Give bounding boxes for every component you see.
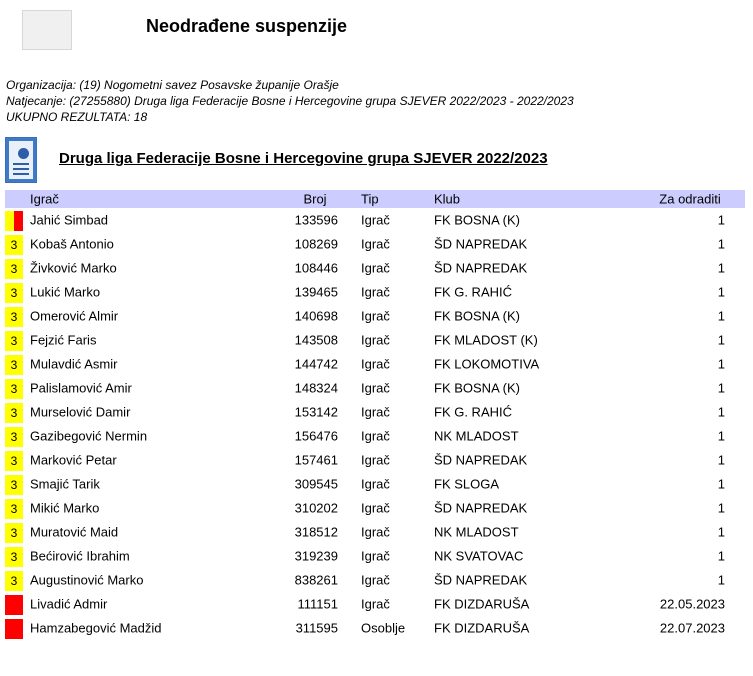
column-header-za-odraditi: Za odraditi [659,191,721,207]
table-row [5,592,745,616]
player-number: 309545 [294,476,338,492]
table-row [5,232,745,256]
card-badge [5,211,23,231]
player-number: 310202 [294,500,338,516]
club-name: ŠD NAPREDAK [434,452,528,468]
club-name: FK DIZDARUŠA [434,620,530,636]
total-results-line: UKUPNO REZULTATA: 18 [6,110,148,124]
player-type: Igrač [361,380,390,396]
table-row [5,616,745,640]
player-number: 148324 [294,380,338,396]
organization-line: Organizacija: (19) Nogometni savez Posavske županije Orašje [6,78,339,92]
player-name: Muratović Maid [30,524,119,540]
table-row [5,472,745,496]
remaining-suspension: 1 [717,380,725,396]
player-type: Igrač [361,452,390,468]
club-name: FK LOKOMOTIVA [434,356,540,372]
column-header-broj: Broj [303,191,327,207]
player-number: 311595 [295,620,338,636]
remaining-suspension: 1 [717,332,725,348]
player-name: Hamzabegović Madžid [30,620,162,636]
card-badge: 3 [5,259,23,279]
report-meta [6,77,574,125]
club-name: NK MLADOST [434,428,519,444]
player-name: Palislamović Amir [30,380,132,396]
club-name: ŠD NAPREDAK [434,236,528,252]
page-title: Neodrađene suspenzije [146,16,348,36]
remaining-suspension: 1 [717,572,725,588]
card-badge: 3 [5,427,23,447]
card-badge: 3 [5,547,23,567]
remaining-suspension: 1 [717,548,725,564]
table-body [5,208,745,640]
player-type: Igrač [361,500,390,516]
club-name: NK SVATOVAC [434,548,524,564]
table-row [5,328,745,352]
player-number: 108446 [294,260,338,276]
player-name: Mikić Marko [30,500,100,516]
player-type: Igrač [361,332,390,348]
player-type: Igrač [361,308,390,324]
player-number: 153142 [294,404,338,420]
player-number: 111151 [297,596,338,612]
player-name: Jahić Simbad [30,212,109,228]
remaining-suspension: 1 [717,476,725,492]
card-badge: 3 [5,523,23,543]
club-name: FK G. RAHIĆ [434,284,513,300]
club-name: FK MLADOST (K) [434,332,538,348]
card-badge [5,619,23,639]
card-badge: 3 [5,475,23,495]
player-number: 318512 [294,524,338,540]
player-name: Živković Marko [30,260,117,276]
player-name: Livadić Admir [30,596,108,612]
player-number: 108269 [294,236,338,252]
player-number: 133596 [294,212,338,228]
table-row [5,208,745,232]
table-row [5,400,745,424]
player-name: Gazibegović Nermin [30,428,148,444]
player-type: Igrač [361,548,390,564]
player-number: 143508 [294,332,338,348]
player-type: Igrač [361,428,390,444]
remaining-suspension: 22.07.2023 [659,620,725,636]
league-title: Druga liga Federacije Bosne i Hercegovine grupa SJEVER 2022/2023 [59,150,548,167]
table-row [5,352,745,376]
table-row [5,304,745,328]
table-row [5,520,745,544]
card-badge: 3 [5,307,23,327]
remaining-suspension: 1 [717,524,725,540]
card-badge: 3 [5,451,23,471]
remaining-suspension: 1 [717,356,725,372]
remaining-suspension: 1 [717,284,725,300]
club-name: FK SLOGA [434,476,500,492]
club-name: FK BOSNA (K) [434,212,520,228]
table-row [5,544,745,568]
remaining-suspension: 1 [717,428,725,444]
card-badge [5,595,23,615]
card-badge: 3 [5,235,23,255]
remaining-suspension: 1 [717,404,725,420]
remaining-suspension: 1 [717,500,725,516]
player-name: Omerović Almir [30,308,119,324]
club-name: FK BOSNA (K) [434,308,520,324]
player-type: Igrač [361,596,390,612]
player-number: 157461 [294,452,338,468]
card-badge: 3 [5,331,23,351]
player-type: Igrač [361,524,390,540]
card-badge: 3 [5,283,23,303]
table-row [5,280,745,304]
player-number: 140698 [294,308,338,324]
club-name: FK G. RAHIĆ [434,404,513,420]
player-number: 139465 [294,284,338,300]
player-type: Igrač [361,572,390,588]
club-name: ŠD NAPREDAK [434,500,528,516]
club-name: FK BOSNA (K) [434,380,520,396]
table-row [5,376,745,400]
player-type: Osoblje [361,620,406,636]
table-header [5,190,745,208]
player-name: Murselović Damir [30,404,131,420]
remaining-suspension: 1 [717,212,725,228]
player-number: 319239 [294,548,338,564]
player-type: Igrač [361,284,390,300]
column-header-tip: Tip [361,191,379,207]
remaining-suspension: 1 [717,260,725,276]
table-row [5,568,745,592]
table-row [5,496,745,520]
remaining-suspension: 1 [717,308,725,324]
remaining-suspension: 22.05.2023 [659,596,725,612]
player-type: Igrač [361,260,390,276]
suspensions-table [5,190,745,640]
league-logo-icon [5,137,37,183]
table-row [5,448,745,472]
card-badge: 3 [5,355,23,375]
player-name: Kobaš Antonio [30,236,114,252]
player-type: Igrač [361,236,390,252]
player-number: 838261 [294,572,338,588]
remaining-suspension: 1 [717,452,725,468]
club-name: NK MLADOST [434,524,519,540]
competition-line: Natjecanje: (27255880) Druga liga Federacije Bosne i Hercegovine grupa SJEVER 2022/2023 - 2022/2023 [6,94,574,108]
table-row [5,424,745,448]
card-badge: 3 [5,403,23,423]
player-number: 144742 [294,356,338,372]
player-name: Bećirović Ibrahim [30,548,130,564]
player-type: Igrač [361,404,390,420]
column-header-igrac: Igrač [30,191,59,207]
club-name: ŠD NAPREDAK [434,572,528,588]
player-name: Smajić Tarik [30,476,100,492]
card-badge: 3 [5,571,23,591]
card-badge: 3 [5,499,23,519]
club-name: FK DIZDARUŠA [434,596,530,612]
player-type: Igrač [361,476,390,492]
player-name: Marković Petar [30,452,117,468]
image-placeholder-icon [22,10,72,50]
player-type: Igrač [361,356,390,372]
player-name: Lukić Marko [30,284,101,300]
table-row [5,256,745,280]
remaining-suspension: 1 [717,236,725,252]
club-name: ŠD NAPREDAK [434,260,528,276]
player-name: Augustinović Marko [30,572,144,588]
card-badge: 3 [5,379,23,399]
player-number: 156476 [294,428,338,444]
column-header-klub: Klub [434,191,461,207]
player-name: Mulavdić Asmir [30,356,118,372]
player-name: Fejzić Faris [30,332,97,348]
player-type: Igrač [361,212,390,228]
